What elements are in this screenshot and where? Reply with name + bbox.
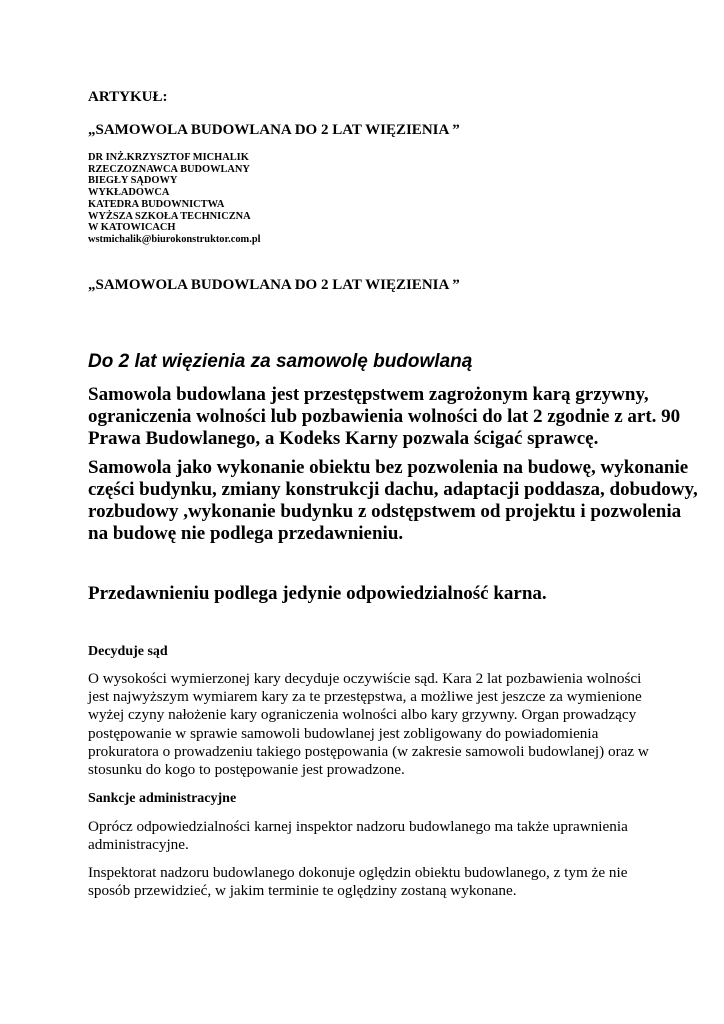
author-email: wstmichalik@biurokonstruktor.com.pl: [88, 233, 261, 245]
article-label: ARTYKUŁ:: [88, 89, 168, 105]
section-court-text: [88, 670, 688, 779]
lead-line: Samowola budowlana jest przestępstwem zagrożonym karą grzywny,: [88, 384, 649, 405]
author-block: [88, 152, 260, 246]
text-line: Oprócz odpowiedzialności karnej inspektor nadzoru budowlanego ma także uprawnienia: [88, 818, 628, 835]
author-line: RZECZOZNAWCA BUDOWLANY: [88, 163, 250, 175]
section-sanctions-text-2: [88, 864, 688, 900]
lead-paragraph-1: [88, 384, 688, 450]
lead-paragraph-2: [88, 457, 698, 545]
lead-line: Samowola jako wykonanie obiektu bez pozwolenia na budowę, wykonanie: [88, 457, 689, 478]
article-title-repeat: „SAMOWOLA BUDOWLANA DO 2 LAT WIĘZIENIA ”: [88, 277, 460, 293]
text-line: wyżej czyny nałożenie kary ograniczenia wolności albo kary grzywny. Organ prowadzący: [88, 706, 637, 724]
article-title: „SAMOWOLA BUDOWLANA DO 2 LAT WIĘZIENIA ”: [88, 122, 460, 138]
text-line: Inspektorat nadzoru budowlanego dokonuje oględzin obiektu budowlanego, z tym że nie: [88, 864, 628, 881]
author-line: KATEDRA BUDOWNICTWA: [88, 198, 225, 210]
lead-line: części budynku, zmiany konstrukcji dachu, adaptacji poddasza, dobudowy,: [88, 479, 698, 500]
lead-line: rozbudowy ,wykonanie budynku z odstępstwem od projektu i pozwolenia: [88, 501, 682, 522]
author-line: DR INŻ.KRZYSZTOF MICHALIK: [88, 152, 249, 163]
author-line: WYKŁADOWCA: [88, 187, 170, 199]
lead-paragraph-3: Przedawnieniu podlega jedynie odpowiedzialność karna.: [88, 583, 547, 604]
author-line: WYŻSZA SZKOŁA TECHNICZNA: [88, 210, 251, 222]
text-line: administracyjne.: [88, 836, 189, 854]
author-line: BIEGŁY SĄDOWY: [88, 175, 178, 187]
section-sanctions-text-1: [88, 818, 688, 854]
text-line: stosunku do kogo to postępowanie jest prowadzone.: [88, 761, 405, 779]
section-heading-court: Decyduje sąd: [88, 644, 168, 659]
author-line: W KATOWICACH: [88, 222, 176, 234]
lead-line: na budowę nie podlega przedawnieniu.: [88, 523, 404, 544]
text-line: prokuratora o prowadzeniu takiego postępowania (w zakresie samowoli budowlanej) oraz w: [88, 742, 649, 760]
text-line: jest najwyższym wymiarem kary za te przestępstwa, a możliwe jest jeszcze za wymienione: [88, 688, 642, 706]
text-line: O wysokości wymierzonej kary decyduje oczywiście sąd. Kara 2 lat pozbawienia wolności: [88, 670, 642, 687]
text-line: sposób przewidzieć, w jakim terminie te oględziny zostaną wykonane.: [88, 882, 517, 900]
lead-line: Prawa Budowlanego, a Kodeks Karny pozwala ścigać sprawcę.: [88, 428, 599, 449]
article-subtitle: Do 2 lat więzienia za samowolę budowlaną: [88, 351, 473, 372]
section-heading-sanctions: Sankcje administracyjne: [88, 791, 237, 806]
text-line: postępowanie w sprawie samowoli budowlanej jest zobligowany do powiadomienia: [88, 724, 599, 742]
lead-line: ograniczenia wolności lub pozbawienia wolności do lat 2 zgodnie z art. 90: [88, 406, 681, 427]
